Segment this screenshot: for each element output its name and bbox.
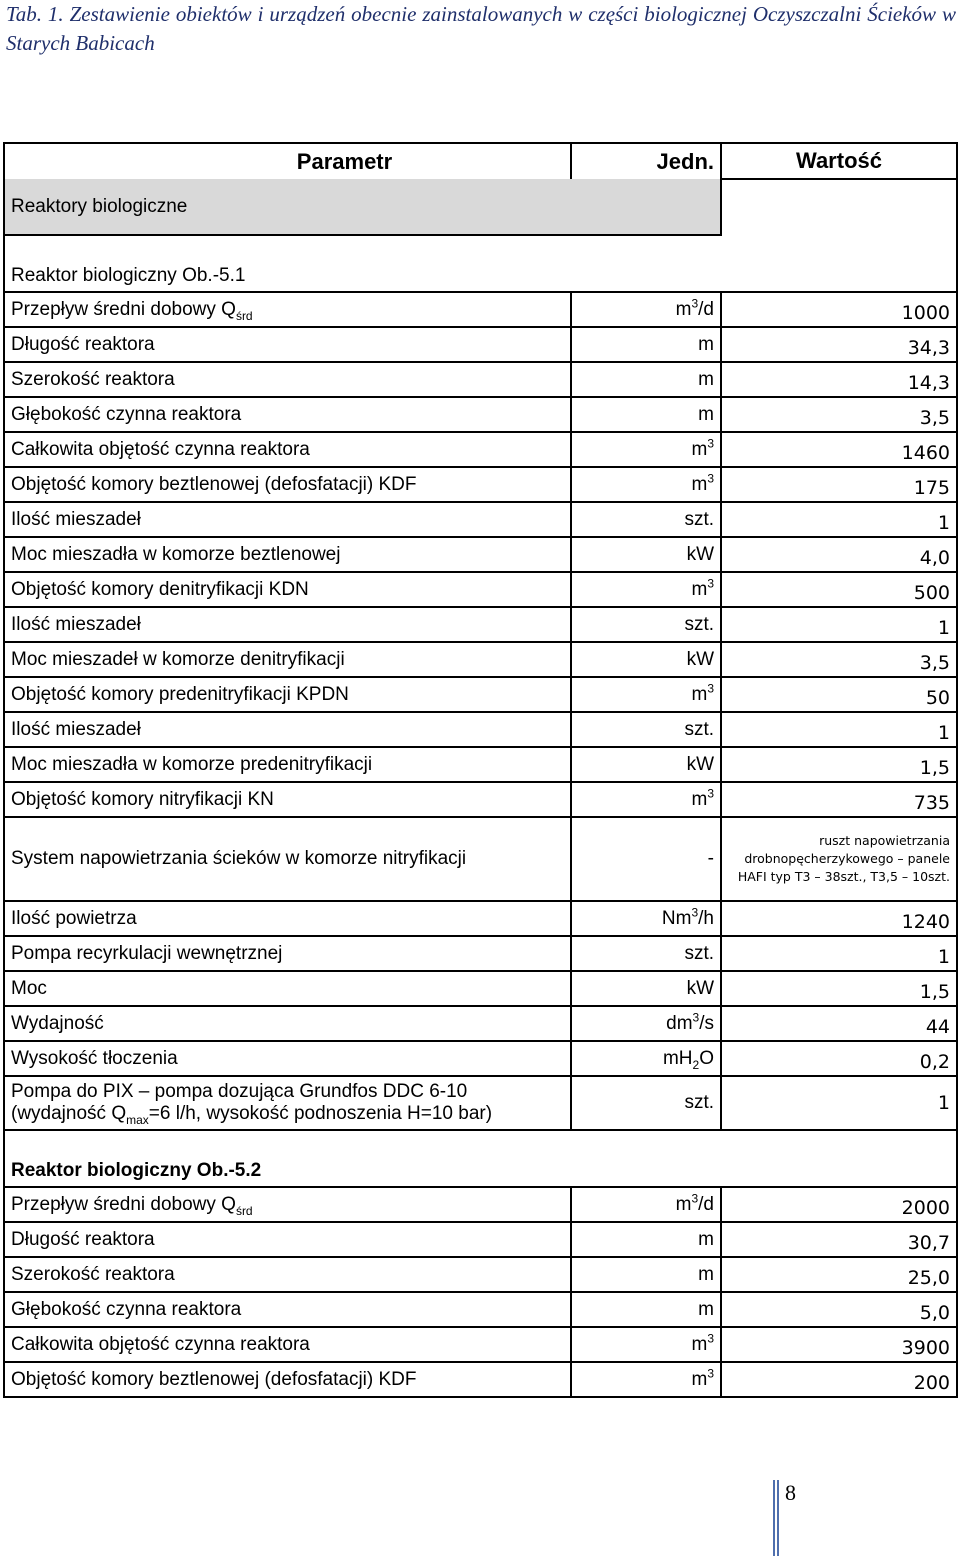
unit-superscript: 3 (707, 471, 714, 486)
param-cell (4, 327, 571, 362)
table-row (4, 1292, 957, 1327)
unit-text: kW (686, 977, 714, 999)
unit-text: m (698, 368, 714, 390)
value-text: 3,5 (919, 651, 950, 674)
value-text: 1 (937, 945, 950, 968)
value-text: 14,3 (907, 371, 950, 394)
param-text: Przepływ średni dobowy Q (11, 298, 236, 320)
value-cell (721, 1076, 957, 1130)
unit-cell (571, 572, 721, 607)
value-cell (721, 677, 957, 712)
param-cell (4, 936, 571, 971)
section-title-text: Reaktor biologiczny Ob.-5.1 (11, 265, 246, 286)
unit-superscript: 3 (707, 1366, 714, 1381)
table-row (4, 1041, 957, 1076)
aeration-value-cell (721, 817, 957, 901)
param-cell (4, 971, 571, 1006)
unit-superscript: 3 (691, 905, 699, 920)
table-row (4, 572, 957, 607)
table-row (4, 1327, 957, 1362)
value-text: 3900 (901, 1336, 950, 1359)
value-cell (721, 467, 957, 502)
table-row (4, 642, 957, 677)
table-row (4, 747, 957, 782)
param-text: Ilość mieszadeł (11, 613, 141, 635)
unit-superscript: 3 (707, 576, 714, 591)
section-title (4, 1130, 721, 1187)
unit-superscript: 3 (691, 1191, 699, 1206)
unit-superscript: 3 (707, 681, 714, 696)
param-text: Szerokość reaktora (11, 1263, 175, 1285)
unit-cell (571, 901, 721, 936)
unit-text: kW (686, 648, 714, 670)
param-cell (4, 572, 571, 607)
unit-cell (571, 971, 721, 1006)
group-label: Reaktory biologiczne (4, 179, 721, 235)
param-subscript: śrd (235, 308, 253, 323)
param-cell (4, 607, 571, 642)
param-text: Wysokość tłoczenia (11, 1047, 178, 1069)
unit-cell (571, 537, 721, 572)
param-cell (4, 1222, 571, 1257)
param-text: Długość reaktora (11, 1228, 155, 1250)
value-cell (721, 572, 957, 607)
table-row (4, 936, 957, 971)
section-title (4, 235, 721, 292)
unit-cell (571, 327, 721, 362)
param-text: Ilość mieszadeł (11, 508, 141, 530)
param-cell (4, 747, 571, 782)
param-text: Objętość komory nitryfikacji KN (11, 788, 274, 810)
table-row (4, 1362, 957, 1397)
param-text: Moc mieszadeł w komorze denitryfikacji (11, 648, 345, 670)
unit-text: szt. (684, 613, 714, 635)
page-rule (777, 1480, 779, 1556)
unit-cell (571, 817, 721, 901)
value-text: 735 (913, 791, 950, 814)
pix-line2-subscript: max (126, 1112, 149, 1127)
table-row (4, 712, 957, 747)
unit-cell (571, 292, 721, 327)
value-text: 1 (937, 721, 950, 744)
section-title-row (4, 235, 957, 292)
unit-suffix: /d (698, 298, 714, 320)
unit-cell (571, 782, 721, 817)
value-text: 4,0 (919, 546, 950, 569)
unit-suffix: O (699, 1047, 714, 1069)
pix-line1: Pompa do PIX – pompa dozująca Grundfos DDC 6-10 (11, 1081, 468, 1102)
param-cell (4, 642, 571, 677)
param-cell (4, 502, 571, 537)
unit-suffix: /s (699, 1012, 714, 1034)
unit-cell (571, 1006, 721, 1041)
table-row (4, 467, 957, 502)
unit-superscript: 3 (707, 786, 714, 801)
unit-superscript: 3 (707, 436, 714, 451)
value-cell (721, 936, 957, 971)
table-row (4, 362, 957, 397)
aeration-row (4, 817, 957, 901)
param-cell (4, 817, 571, 901)
unit-cell (571, 1362, 721, 1397)
param-text: Moc mieszadła w komorze beztlenowej (11, 543, 341, 565)
value-cell (721, 327, 957, 362)
value-text: 50 (925, 686, 950, 709)
section-title-text: Reaktor biologiczny Ob.-5.2 (11, 1160, 262, 1181)
param-cell (4, 1076, 571, 1130)
value-cell (721, 1362, 957, 1397)
unit-cell (571, 1327, 721, 1362)
value-text: 1460 (901, 441, 950, 464)
param-text: Długość reaktora (11, 333, 155, 355)
table-row (4, 292, 957, 327)
param-cell (4, 467, 571, 502)
param-cell (4, 292, 571, 327)
param-text: Przepływ średni dobowy Q (11, 1193, 236, 1215)
value-cell (721, 432, 957, 467)
value-cell (721, 607, 957, 642)
value-text: 0,2 (919, 1050, 950, 1073)
unit-text: szt. (684, 942, 714, 964)
unit-text: szt. (684, 508, 714, 530)
param-text: Całkowita objętość czynna reaktora (11, 438, 310, 460)
param-subscript: śrd (235, 1203, 253, 1218)
unit-suffix: /d (698, 1193, 714, 1215)
value-cell (721, 1006, 957, 1041)
param-cell (4, 712, 571, 747)
table-row (4, 397, 957, 432)
value-cell (721, 1292, 957, 1327)
value-cell (721, 971, 957, 1006)
value-text: 44 (925, 1015, 950, 1038)
value-text: 2000 (901, 1196, 950, 1219)
unit-cell (571, 642, 721, 677)
param-cell (4, 1292, 571, 1327)
param-text: Objętość komory denitryfikacji KDN (11, 578, 309, 600)
value-text: 1,5 (919, 980, 950, 1003)
unit-text: m (691, 578, 708, 600)
value-cell (721, 1327, 957, 1362)
table-header-row (4, 143, 957, 179)
table-caption: Tab. 1. Zestawienie obiektów i urządzeń obecnie zainstalowanych w części biologicznej Oczyszczalni Ścieków w Starych Babicach (6, 2, 956, 55)
value-cell (721, 747, 957, 782)
unit-subscript: 2 (692, 1057, 700, 1072)
value-text: 500 (913, 581, 950, 604)
param-cell (4, 1327, 571, 1362)
unit-text: Nm (661, 907, 692, 929)
unit-cell (571, 502, 721, 537)
param-cell (4, 1257, 571, 1292)
table-row (4, 782, 957, 817)
data-table (3, 142, 958, 1398)
param-text: Szerokość reaktora (11, 368, 175, 390)
table-row (4, 607, 957, 642)
value-cell (721, 782, 957, 817)
value-text: 3,5 (919, 406, 950, 429)
header-value: Wartość (721, 143, 957, 179)
param-text: Pompa recyrkulacji wewnętrznej (11, 942, 283, 964)
param-cell (4, 1187, 571, 1222)
unit-cell (571, 1076, 721, 1130)
unit-text: kW (686, 543, 714, 565)
unit-text: m (675, 298, 692, 320)
param-cell (4, 362, 571, 397)
page-number: 8 (785, 1480, 796, 1505)
value-text: 1 (937, 511, 950, 534)
unit-cell (571, 467, 721, 502)
value-cell (721, 362, 957, 397)
table-row (4, 502, 957, 537)
unit-cell (571, 1222, 721, 1257)
param-text: Głębokość czynna reaktora (11, 403, 242, 425)
param-text: Ilość powietrza (11, 907, 137, 929)
unit-text: mH (662, 1047, 693, 1069)
value-text: 5,0 (919, 1301, 950, 1324)
value-text: 1000 (901, 301, 950, 324)
param-text: Objętość komory beztlenowej (defosfatacji) KDF (11, 473, 417, 495)
pix-pump-row (4, 1076, 957, 1130)
table-row (4, 677, 957, 712)
unit-text: kW (686, 753, 714, 775)
param-cell (4, 537, 571, 572)
param-text: Objętość komory beztlenowej (defosfatacji) KDF (11, 1368, 417, 1390)
table-row (4, 1257, 957, 1292)
unit-text: m (691, 788, 708, 810)
param-text: Całkowita objętość czynna reaktora (11, 1333, 310, 1355)
unit-cell (571, 677, 721, 712)
header-unit: Jedn. (571, 143, 721, 179)
unit-text: m (675, 1193, 692, 1215)
value-text: 30,7 (907, 1231, 950, 1254)
table-row (4, 432, 957, 467)
param-cell (4, 432, 571, 467)
value-cell (721, 292, 957, 327)
param-cell (4, 1362, 571, 1397)
page-rule (773, 1480, 775, 1556)
pix-line2a: (wydajność Q (11, 1103, 127, 1124)
unit-superscript: 3 (692, 1010, 700, 1025)
section-value-blank (721, 235, 957, 292)
param-text: Moc (11, 977, 47, 999)
value-cell (721, 502, 957, 537)
table-row (4, 537, 957, 572)
param-cell (4, 677, 571, 712)
unit-cell (571, 362, 721, 397)
value-cell (721, 642, 957, 677)
value-cell (721, 397, 957, 432)
value-text: 34,3 (907, 336, 950, 359)
unit-cell (571, 397, 721, 432)
aeration-value-text: ruszt napowietrzania drobnopęcherzykowego – panele HAFI typ T3 – 38szt., T3,5 – 10szt. (737, 833, 950, 884)
unit-text: m (698, 403, 714, 425)
section-title-row (4, 1130, 957, 1187)
unit-cell (571, 607, 721, 642)
unit-text: m (698, 333, 714, 355)
value-text: 1 (937, 1092, 950, 1114)
value-cell (721, 901, 957, 936)
unit-text: szt. (684, 1092, 714, 1113)
unit-text: m (691, 1333, 708, 1355)
value-text: 1 (937, 616, 950, 639)
param-text: Wydajność (11, 1012, 104, 1034)
group-row (4, 179, 957, 235)
unit-cell (571, 432, 721, 467)
param-cell (4, 397, 571, 432)
unit-text: m (698, 1263, 714, 1285)
value-text: 1240 (901, 910, 950, 933)
param-text: Głębokość czynna reaktora (11, 1298, 242, 1320)
unit-cell (571, 1292, 721, 1327)
section-value-blank (721, 1130, 957, 1187)
unit-text: m (691, 1368, 708, 1390)
unit-text: szt. (684, 718, 714, 740)
unit-cell (571, 712, 721, 747)
unit-text: m (698, 1298, 714, 1320)
param-text: Ilość mieszadeł (11, 718, 141, 740)
value-text: 175 (913, 476, 950, 499)
unit-text: - (707, 848, 714, 869)
unit-text: m (691, 438, 708, 460)
unit-superscript: 3 (707, 1331, 714, 1346)
value-cell (721, 1222, 957, 1257)
unit-text: m (691, 683, 708, 705)
unit-cell (571, 936, 721, 971)
unit-cell (571, 747, 721, 782)
param-text: Moc mieszadła w komorze predenitryfikacji (11, 753, 373, 775)
param-text: System napowietrzania ścieków w komorze nitryfikacji (11, 848, 467, 869)
value-text: 25,0 (907, 1266, 950, 1289)
value-text: 200 (913, 1371, 950, 1394)
value-cell (721, 537, 957, 572)
param-cell (4, 901, 571, 936)
value-cell (721, 1257, 957, 1292)
param-cell (4, 1006, 571, 1041)
value-cell (721, 1187, 957, 1222)
unit-text: m (698, 1228, 714, 1250)
table-row (4, 1222, 957, 1257)
pix-line2b: =6 l/h, wysokość podnoszenia H=10 bar) (148, 1103, 493, 1124)
table-row (4, 901, 957, 936)
unit-cell (571, 1187, 721, 1222)
unit-cell (571, 1041, 721, 1076)
unit-text: m (691, 473, 708, 495)
unit-suffix: /h (698, 907, 714, 929)
param-cell (4, 1041, 571, 1076)
param-text: Objętość komory predenitryfikacji KPDN (11, 683, 349, 705)
param-cell (4, 782, 571, 817)
table-row (4, 971, 957, 1006)
value-text: 1,5 (919, 756, 950, 779)
unit-cell (571, 1257, 721, 1292)
unit-superscript: 3 (691, 296, 699, 311)
value-cell (721, 1041, 957, 1076)
unit-text: dm (666, 1012, 693, 1034)
table-row (4, 1187, 957, 1222)
value-cell (721, 712, 957, 747)
header-parameter: Parametr (4, 143, 571, 179)
table-row (4, 1006, 957, 1041)
table-row (4, 327, 957, 362)
